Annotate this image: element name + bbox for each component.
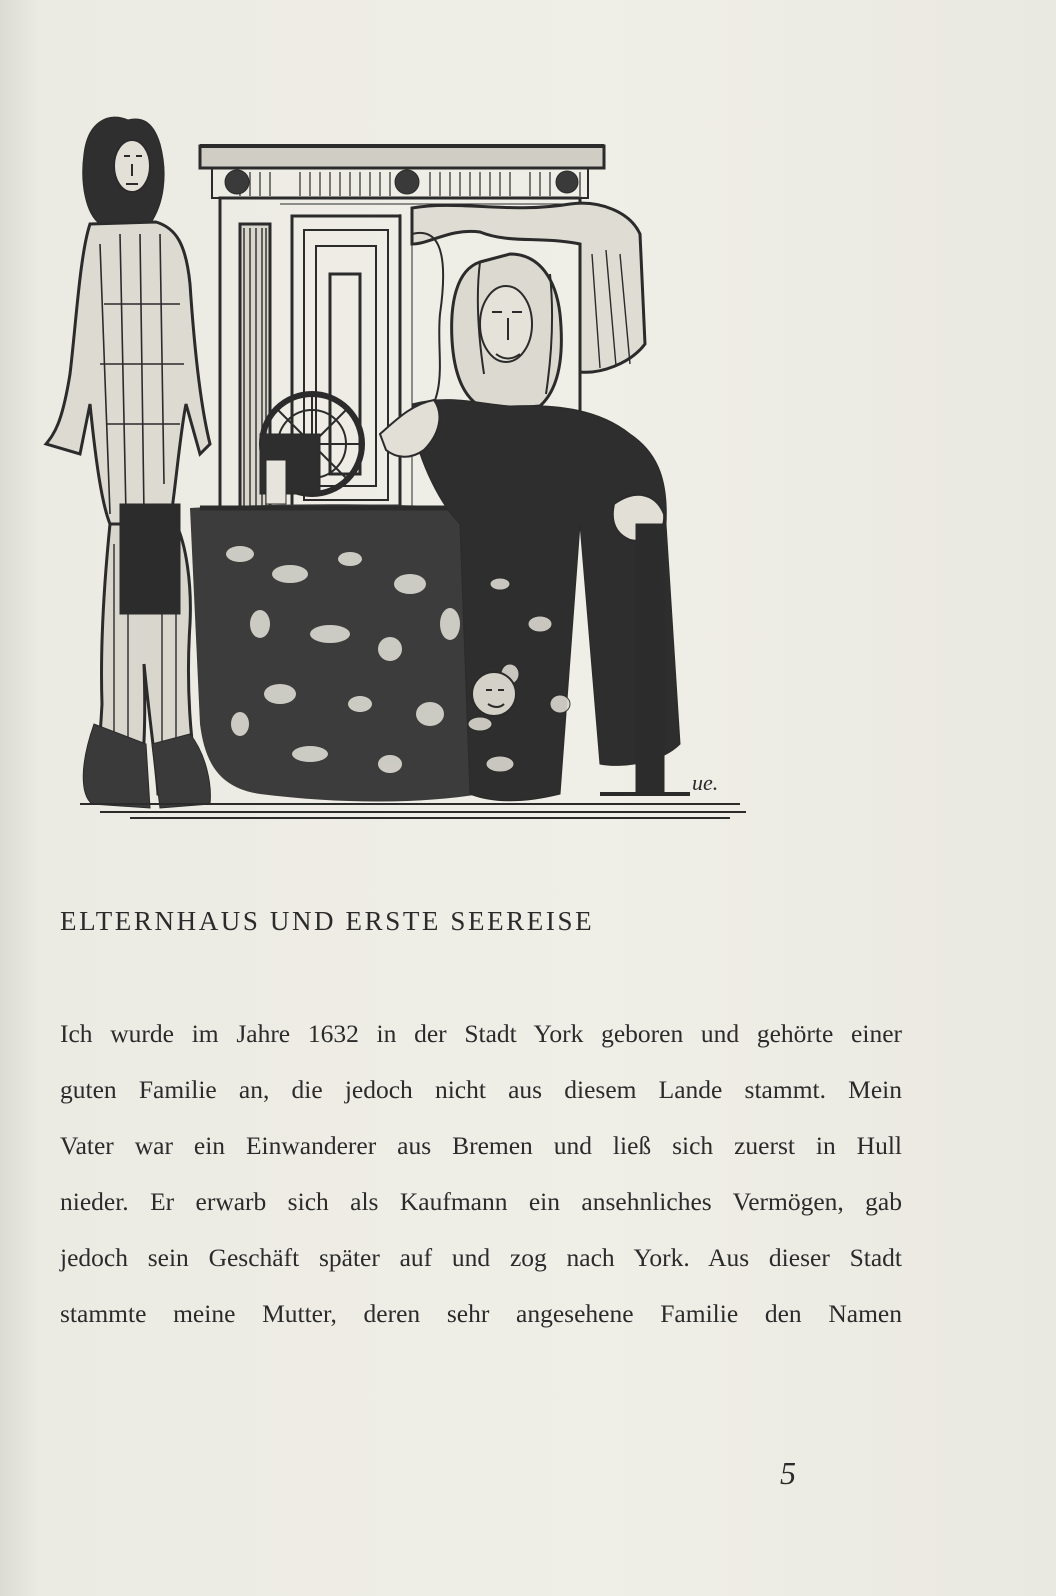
paragraph-line: nieder. Er erwarb sich als Kaufmann ein ansehnliches Vermögen, gab <box>60 1187 902 1216</box>
paragraph-line: guten Familie an, die jedoch nicht aus diesem Lande stammt. Mein <box>60 1075 902 1104</box>
standing-man-drawing <box>46 117 210 808</box>
artist-signature: ue. <box>692 770 719 795</box>
spinning-wheel-drawing <box>260 394 362 504</box>
chapter-title: ELTERNHAUS UND ERSTE SEEREISE <box>60 906 595 936</box>
paragraph-line: Ich wurde im Jahre 1632 in der Stadt York geboren und gehörte einer <box>60 1019 902 1048</box>
page-number: 5 <box>780 1455 796 1491</box>
paragraph-line: Vater war ein Einwanderer aus Bremen und ließ sich zuerst in Hull <box>60 1131 902 1160</box>
paragraph-line: stammte meine Mutter, deren sehr angesehene Familie den Namen <box>60 1299 902 1328</box>
woodcut-illustration <box>40 104 760 834</box>
paragraph-line: jedoch sein Geschäft später auf und zog nach York. Aus dieser Stadt <box>60 1243 902 1272</box>
body-paragraph <box>60 1006 902 1342</box>
table-cloth-drawing <box>190 504 480 801</box>
